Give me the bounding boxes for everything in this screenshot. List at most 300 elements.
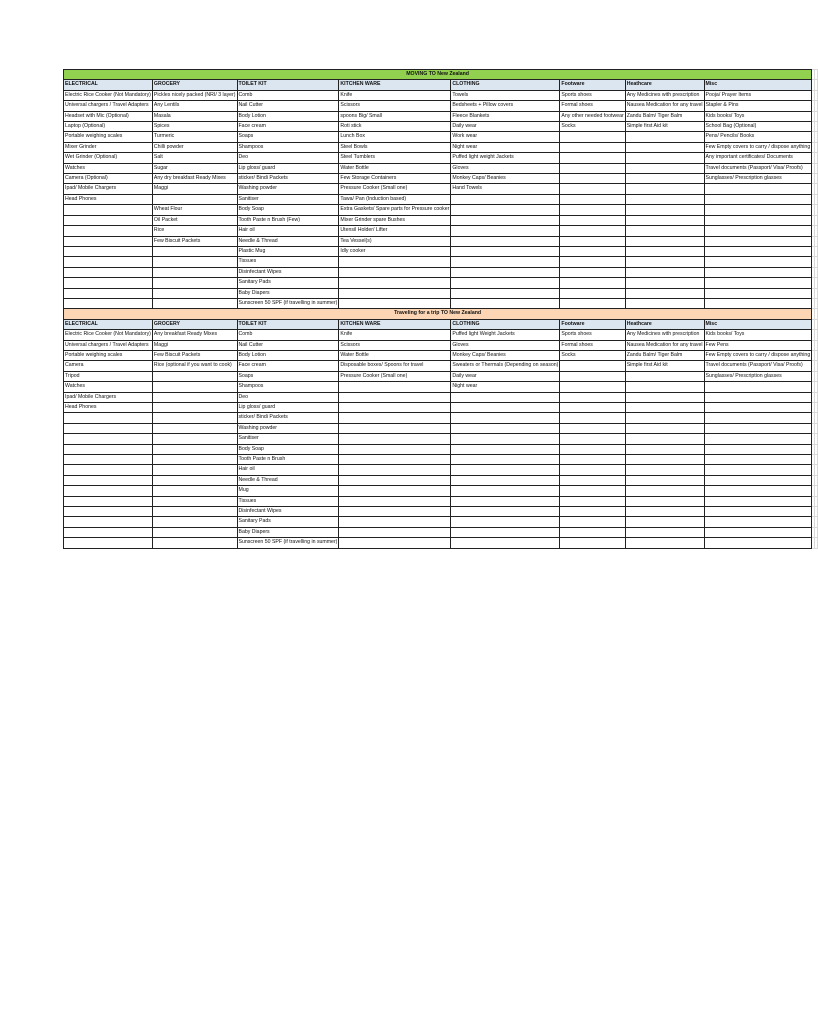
cell-clothing[interactable]: Gloves <box>451 340 560 350</box>
cell-toilet-kit[interactable]: sticker/ Bindi Packets <box>237 413 339 423</box>
empty-cell[interactable] <box>815 340 818 350</box>
cell-misc[interactable] <box>704 267 812 277</box>
cell-clothing[interactable] <box>451 403 560 413</box>
cell-electrical[interactable] <box>64 465 153 475</box>
cell-electrical[interactable]: Portable weighing scales <box>64 132 153 142</box>
cell-grocery[interactable]: Pickles nicely packed (NRI/ 3 layer) <box>152 90 237 100</box>
cell-kitchen-ware[interactable] <box>339 444 451 454</box>
cell-heathcare[interactable]: Nausea Medication for any travel <box>625 101 704 111</box>
cell-grocery[interactable] <box>152 288 237 298</box>
cell-heathcare[interactable] <box>625 465 704 475</box>
cell-clothing[interactable] <box>451 486 560 496</box>
cell-footware[interactable] <box>560 517 625 527</box>
cell-toilet-kit[interactable]: Sanitary Pads <box>237 517 339 527</box>
empty-cell[interactable] <box>815 455 818 465</box>
cell-toilet-kit[interactable]: Lip gloss/ guard <box>237 163 339 173</box>
cell-toilet-kit[interactable]: Nail Cutter <box>237 340 339 350</box>
cell-grocery[interactable] <box>152 527 237 537</box>
cell-clothing[interactable]: Monkey Caps/ Beanies <box>451 174 560 184</box>
cell-grocery[interactable]: Any breakfast Ready Mixes <box>152 330 237 340</box>
cell-clothing[interactable] <box>451 413 560 423</box>
cell-heathcare[interactable] <box>625 507 704 517</box>
cell-toilet-kit[interactable]: Sunscreen 50 SPF (if travelling in summer) <box>237 538 339 548</box>
cell-heathcare[interactable] <box>625 132 704 142</box>
column-header-toilet-kit[interactable]: TOILET KIT <box>237 80 339 90</box>
cell-misc[interactable] <box>704 507 812 517</box>
empty-cell[interactable] <box>815 70 818 80</box>
cell-footware[interactable]: Sports shoes <box>560 90 625 100</box>
cell-kitchen-ware[interactable]: Pressure Cooker (Small one) <box>339 184 451 194</box>
empty-cell[interactable] <box>815 319 818 329</box>
cell-grocery[interactable] <box>152 413 237 423</box>
cell-clothing[interactable]: Night wear <box>451 382 560 392</box>
cell-footware[interactable] <box>560 496 625 506</box>
cell-footware[interactable] <box>560 298 625 308</box>
cell-clothing[interactable]: Puffed light Weight Jackets <box>451 330 560 340</box>
cell-misc[interactable] <box>704 278 812 288</box>
cell-kitchen-ware[interactable] <box>339 423 451 433</box>
cell-footware[interactable] <box>560 527 625 537</box>
cell-misc[interactable] <box>704 475 812 485</box>
cell-electrical[interactable] <box>64 486 153 496</box>
empty-cell[interactable] <box>815 267 818 277</box>
cell-kitchen-ware[interactable] <box>339 298 451 308</box>
cell-grocery[interactable] <box>152 486 237 496</box>
empty-cell[interactable] <box>815 298 818 308</box>
cell-footware[interactable]: Formal shoes <box>560 340 625 350</box>
empty-cell[interactable] <box>815 163 818 173</box>
cell-footware[interactable] <box>560 444 625 454</box>
cell-footware[interactable] <box>560 267 625 277</box>
cell-electrical[interactable] <box>64 257 153 267</box>
cell-grocery[interactable]: Chilli powder <box>152 142 237 152</box>
cell-toilet-kit[interactable]: Shampoos <box>237 382 339 392</box>
cell-misc[interactable]: Few Pens <box>704 340 812 350</box>
cell-footware[interactable] <box>560 278 625 288</box>
cell-misc[interactable] <box>704 434 812 444</box>
cell-kitchen-ware[interactable] <box>339 257 451 267</box>
cell-clothing[interactable]: Night wear <box>451 142 560 152</box>
section-title[interactable]: MOVING TO New Zealand <box>64 70 812 80</box>
cell-kitchen-ware[interactable]: Lunch Box <box>339 132 451 142</box>
cell-footware[interactable] <box>560 423 625 433</box>
cell-toilet-kit[interactable]: Tissues <box>237 496 339 506</box>
cell-electrical[interactable] <box>64 236 153 246</box>
cell-heathcare[interactable] <box>625 475 704 485</box>
cell-clothing[interactable] <box>451 298 560 308</box>
cell-heathcare[interactable] <box>625 142 704 152</box>
empty-cell[interactable] <box>815 403 818 413</box>
cell-misc[interactable] <box>704 257 812 267</box>
empty-cell[interactable] <box>815 486 818 496</box>
cell-footware[interactable] <box>560 246 625 256</box>
cell-heathcare[interactable] <box>625 153 704 163</box>
cell-clothing[interactable]: Hand Towels <box>451 184 560 194</box>
cell-kitchen-ware[interactable]: Disposable boxes/ Spoons for travel <box>339 361 451 371</box>
cell-electrical[interactable] <box>64 246 153 256</box>
cell-kitchen-ware[interactable]: Mixer Grinder spare Bushes <box>339 215 451 225</box>
cell-kitchen-ware[interactable]: Idly cooker <box>339 246 451 256</box>
cell-kitchen-ware[interactable] <box>339 496 451 506</box>
cell-kitchen-ware[interactable] <box>339 538 451 548</box>
cell-kitchen-ware[interactable]: Knife <box>339 330 451 340</box>
cell-kitchen-ware[interactable]: Pressure Cooker (Small one) <box>339 371 451 381</box>
cell-footware[interactable] <box>560 288 625 298</box>
cell-clothing[interactable]: Towels <box>451 90 560 100</box>
cell-footware[interactable] <box>560 236 625 246</box>
cell-heathcare[interactable] <box>625 382 704 392</box>
cell-electrical[interactable]: Head Phones <box>64 403 153 413</box>
cell-misc[interactable]: Stapler & Pins <box>704 101 812 111</box>
cell-misc[interactable]: Few Empty covers to carry / dispose anything <box>704 142 812 152</box>
column-header-kitchen-ware[interactable]: KITCHEN WARE <box>339 319 451 329</box>
cell-clothing[interactable] <box>451 465 560 475</box>
cell-heathcare[interactable] <box>625 246 704 256</box>
cell-kitchen-ware[interactable]: Roti stick <box>339 122 451 132</box>
empty-cell[interactable] <box>815 434 818 444</box>
cell-kitchen-ware[interactable] <box>339 455 451 465</box>
cell-clothing[interactable] <box>451 517 560 527</box>
cell-electrical[interactable]: Electric Rice Cooker (Not Mandatory) <box>64 90 153 100</box>
cell-misc[interactable] <box>704 215 812 225</box>
cell-misc[interactable] <box>704 236 812 246</box>
cell-clothing[interactable] <box>451 423 560 433</box>
cell-heathcare[interactable] <box>625 434 704 444</box>
cell-toilet-kit[interactable]: Baby Diapers <box>237 288 339 298</box>
cell-heathcare[interactable] <box>625 392 704 402</box>
cell-misc[interactable]: Kids books/ Toys <box>704 111 812 121</box>
cell-grocery[interactable]: Maggi <box>152 184 237 194</box>
cell-kitchen-ware[interactable]: Knife <box>339 90 451 100</box>
cell-grocery[interactable]: Few Biscuit Packets <box>152 236 237 246</box>
cell-heathcare[interactable] <box>625 257 704 267</box>
cell-clothing[interactable] <box>451 434 560 444</box>
cell-grocery[interactable] <box>152 392 237 402</box>
cell-clothing[interactable]: Gloves <box>451 163 560 173</box>
cell-footware[interactable] <box>560 184 625 194</box>
cell-kitchen-ware[interactable]: Tea Vessel(s) <box>339 236 451 246</box>
column-header-toilet-kit[interactable]: TOILET KIT <box>237 319 339 329</box>
cell-misc[interactable] <box>704 465 812 475</box>
cell-kitchen-ware[interactable] <box>339 382 451 392</box>
empty-cell[interactable] <box>815 288 818 298</box>
cell-clothing[interactable] <box>451 194 560 204</box>
cell-electrical[interactable]: Mixer Grinder <box>64 142 153 152</box>
cell-misc[interactable] <box>704 226 812 236</box>
cell-toilet-kit[interactable]: Tissues <box>237 257 339 267</box>
cell-electrical[interactable] <box>64 507 153 517</box>
cell-kitchen-ware[interactable] <box>339 517 451 527</box>
cell-toilet-kit[interactable]: Soaps <box>237 371 339 381</box>
cell-misc[interactable] <box>704 392 812 402</box>
cell-toilet-kit[interactable]: Body Soap <box>237 444 339 454</box>
column-header-misc[interactable]: Misc <box>704 319 812 329</box>
cell-clothing[interactable] <box>451 444 560 454</box>
cell-heathcare[interactable] <box>625 288 704 298</box>
cell-kitchen-ware[interactable] <box>339 392 451 402</box>
cell-footware[interactable] <box>560 507 625 517</box>
column-header-heathcare[interactable]: Heathcare <box>625 319 704 329</box>
cell-grocery[interactable] <box>152 465 237 475</box>
cell-toilet-kit[interactable]: Washing powder <box>237 423 339 433</box>
cell-clothing[interactable] <box>451 278 560 288</box>
cell-footware[interactable]: Sports shoes <box>560 330 625 340</box>
cell-electrical[interactable]: Wet Grinder (Optional) <box>64 153 153 163</box>
cell-clothing[interactable]: Sweaters or Thermals (Depending on season) <box>451 361 560 371</box>
cell-toilet-kit[interactable]: Lip gloss/ guard <box>237 403 339 413</box>
cell-toilet-kit[interactable]: Deo <box>237 392 339 402</box>
empty-cell[interactable] <box>815 413 818 423</box>
cell-kitchen-ware[interactable]: Water Bottle <box>339 350 451 360</box>
cell-footware[interactable] <box>560 392 625 402</box>
cell-footware[interactable]: Socks <box>560 350 625 360</box>
cell-heathcare[interactable] <box>625 163 704 173</box>
cell-misc[interactable]: Few Empty covers to carry / dispose anything <box>704 350 812 360</box>
cell-footware[interactable] <box>560 361 625 371</box>
cell-toilet-kit[interactable]: Washing powder <box>237 184 339 194</box>
cell-toilet-kit[interactable]: Sunscreen 50 SPF (if travelling in summer) <box>237 298 339 308</box>
cell-kitchen-ware[interactable]: Tawa/ Pan (Induction based) <box>339 194 451 204</box>
empty-cell[interactable] <box>815 517 818 527</box>
cell-electrical[interactable]: Portable weighing scales <box>64 350 153 360</box>
cell-misc[interactable]: Pooja/ Prayer Items <box>704 90 812 100</box>
cell-footware[interactable] <box>560 465 625 475</box>
cell-heathcare[interactable] <box>625 205 704 215</box>
cell-grocery[interactable] <box>152 507 237 517</box>
cell-misc[interactable] <box>704 444 812 454</box>
empty-cell[interactable] <box>815 111 818 121</box>
cell-clothing[interactable] <box>451 455 560 465</box>
cell-grocery[interactable] <box>152 444 237 454</box>
cell-grocery[interactable]: Few Biscuit Packets <box>152 350 237 360</box>
cell-toilet-kit[interactable]: Shampoos <box>237 142 339 152</box>
column-header-grocery[interactable]: GROCERY <box>152 80 237 90</box>
cell-electrical[interactable]: Watches <box>64 163 153 173</box>
empty-cell[interactable] <box>815 278 818 288</box>
cell-grocery[interactable] <box>152 278 237 288</box>
cell-grocery[interactable]: Any dry breakfast Ready Mixes <box>152 174 237 184</box>
cell-toilet-kit[interactable]: Face cream <box>237 122 339 132</box>
cell-footware[interactable] <box>560 475 625 485</box>
cell-misc[interactable]: Sunglasses/ Prescription glasses <box>704 371 812 381</box>
empty-cell[interactable] <box>815 132 818 142</box>
cell-clothing[interactable]: Daily wear <box>451 371 560 381</box>
cell-toilet-kit[interactable]: Disinfectant Wipes <box>237 507 339 517</box>
cell-grocery[interactable]: Salt <box>152 153 237 163</box>
cell-footware[interactable] <box>560 194 625 204</box>
empty-cell[interactable] <box>815 330 818 340</box>
cell-kitchen-ware[interactable] <box>339 486 451 496</box>
cell-electrical[interactable] <box>64 444 153 454</box>
cell-toilet-kit[interactable]: Sanitiser <box>237 434 339 444</box>
cell-grocery[interactable] <box>152 298 237 308</box>
column-header-footware[interactable]: Footware <box>560 80 625 90</box>
cell-misc[interactable] <box>704 298 812 308</box>
empty-cell[interactable] <box>815 236 818 246</box>
cell-grocery[interactable]: Turmeric <box>152 132 237 142</box>
cell-grocery[interactable] <box>152 246 237 256</box>
cell-toilet-kit[interactable]: Mug <box>237 486 339 496</box>
empty-cell[interactable] <box>815 382 818 392</box>
cell-kitchen-ware[interactable]: Steel Tumblers <box>339 153 451 163</box>
cell-misc[interactable] <box>704 538 812 548</box>
cell-grocery[interactable] <box>152 257 237 267</box>
cell-grocery[interactable] <box>152 423 237 433</box>
column-header-footware[interactable]: Footware <box>560 319 625 329</box>
cell-heathcare[interactable]: Nausea Medication for any travel <box>625 340 704 350</box>
cell-clothing[interactable] <box>451 392 560 402</box>
cell-footware[interactable]: Any other needed footwear <box>560 111 625 121</box>
cell-clothing[interactable] <box>451 215 560 225</box>
cell-electrical[interactable] <box>64 413 153 423</box>
cell-footware[interactable] <box>560 413 625 423</box>
cell-toilet-kit[interactable]: Disinfectant Wipes <box>237 267 339 277</box>
cell-footware[interactable] <box>560 153 625 163</box>
cell-heathcare[interactable]: Simple first Aid kit <box>625 122 704 132</box>
empty-cell[interactable] <box>815 257 818 267</box>
cell-heathcare[interactable]: Zandu Balm/ Tiger Balm <box>625 111 704 121</box>
cell-toilet-kit[interactable]: Comb <box>237 330 339 340</box>
cell-clothing[interactable] <box>451 496 560 506</box>
cell-clothing[interactable]: Puffed light weight Jackets <box>451 153 560 163</box>
cell-heathcare[interactable] <box>625 455 704 465</box>
cell-electrical[interactable]: Camera <box>64 361 153 371</box>
cell-toilet-kit[interactable]: Face cream <box>237 361 339 371</box>
cell-misc[interactable]: Sunglasses/ Prescription glasses <box>704 174 812 184</box>
cell-clothing[interactable] <box>451 288 560 298</box>
cell-heathcare[interactable]: Any Medicines with prescription <box>625 330 704 340</box>
cell-toilet-kit[interactable]: Needle & Thread <box>237 475 339 485</box>
cell-clothing[interactable] <box>451 236 560 246</box>
cell-electrical[interactable] <box>64 226 153 236</box>
cell-grocery[interactable] <box>152 475 237 485</box>
cell-kitchen-ware[interactable]: Steel Bowls <box>339 142 451 152</box>
cell-heathcare[interactable] <box>625 236 704 246</box>
cell-kitchen-ware[interactable]: Extra Gaskets/ Spare parts for Pressure cooker <box>339 205 451 215</box>
cell-kitchen-ware[interactable]: Scissors <box>339 340 451 350</box>
cell-toilet-kit[interactable]: Body Soap <box>237 205 339 215</box>
empty-cell[interactable] <box>815 226 818 236</box>
cell-electrical[interactable] <box>64 455 153 465</box>
cell-kitchen-ware[interactable] <box>339 278 451 288</box>
empty-cell[interactable] <box>815 246 818 256</box>
cell-heathcare[interactable] <box>625 527 704 537</box>
cell-heathcare[interactable] <box>625 226 704 236</box>
cell-misc[interactable] <box>704 517 812 527</box>
cell-kitchen-ware[interactable]: Few Storage Containers <box>339 174 451 184</box>
cell-electrical[interactable] <box>64 496 153 506</box>
empty-cell[interactable] <box>815 496 818 506</box>
cell-grocery[interactable]: Masala <box>152 111 237 121</box>
empty-cell[interactable] <box>815 174 818 184</box>
cell-misc[interactable] <box>704 486 812 496</box>
cell-electrical[interactable] <box>64 267 153 277</box>
cell-footware[interactable] <box>560 486 625 496</box>
cell-grocery[interactable] <box>152 496 237 506</box>
cell-grocery[interactable] <box>152 371 237 381</box>
cell-kitchen-ware[interactable] <box>339 475 451 485</box>
empty-cell[interactable] <box>815 507 818 517</box>
cell-toilet-kit[interactable]: Hair oil <box>237 226 339 236</box>
empty-cell[interactable] <box>815 101 818 111</box>
empty-cell[interactable] <box>815 142 818 152</box>
column-header-clothing[interactable]: CLOTHING <box>451 319 560 329</box>
empty-cell[interactable] <box>815 194 818 204</box>
cell-toilet-kit[interactable]: Tooth Paste n Brush <box>237 455 339 465</box>
cell-kitchen-ware[interactable] <box>339 403 451 413</box>
cell-misc[interactable]: Travel documents (Passport/ Visa/ Proofs) <box>704 163 812 173</box>
cell-electrical[interactable] <box>64 527 153 537</box>
empty-cell[interactable] <box>815 475 818 485</box>
cell-footware[interactable]: Formal shoes <box>560 101 625 111</box>
cell-misc[interactable] <box>704 194 812 204</box>
empty-cell[interactable] <box>815 465 818 475</box>
cell-kitchen-ware[interactable] <box>339 527 451 537</box>
cell-toilet-kit[interactable]: Needle & Thread <box>237 236 339 246</box>
cell-electrical[interactable] <box>64 298 153 308</box>
cell-electrical[interactable]: Headset with Mic (Optional) <box>64 111 153 121</box>
cell-grocery[interactable]: Rice <box>152 226 237 236</box>
column-header-kitchen-ware[interactable]: KITCHEN WARE <box>339 80 451 90</box>
cell-clothing[interactable]: Monkey Caps/ Beanies <box>451 350 560 360</box>
cell-heathcare[interactable] <box>625 517 704 527</box>
cell-clothing[interactable] <box>451 475 560 485</box>
cell-toilet-kit[interactable]: Plastic Mug <box>237 246 339 256</box>
cell-kitchen-ware[interactable] <box>339 267 451 277</box>
cell-electrical[interactable] <box>64 538 153 548</box>
cell-grocery[interactable] <box>152 538 237 548</box>
cell-heathcare[interactable] <box>625 413 704 423</box>
empty-cell[interactable] <box>815 205 818 215</box>
cell-electrical[interactable] <box>64 215 153 225</box>
cell-misc[interactable]: School Bag (Optional) <box>704 122 812 132</box>
cell-toilet-kit[interactable]: Soaps <box>237 132 339 142</box>
cell-misc[interactable] <box>704 496 812 506</box>
cell-toilet-kit[interactable]: Hair oil <box>237 465 339 475</box>
cell-misc[interactable] <box>704 184 812 194</box>
cell-clothing[interactable]: Fleece Blankets <box>451 111 560 121</box>
cell-grocery[interactable] <box>152 434 237 444</box>
cell-toilet-kit[interactable]: Body Lotion <box>237 350 339 360</box>
cell-toilet-kit[interactable]: Comb <box>237 90 339 100</box>
empty-cell[interactable] <box>815 122 818 132</box>
cell-grocery[interactable] <box>152 194 237 204</box>
column-header-misc[interactable]: Misc <box>704 80 812 90</box>
cell-electrical[interactable]: Camera (Optional) <box>64 174 153 184</box>
cell-heathcare[interactable] <box>625 267 704 277</box>
cell-kitchen-ware[interactable] <box>339 507 451 517</box>
cell-heathcare[interactable] <box>625 278 704 288</box>
cell-heathcare[interactable] <box>625 298 704 308</box>
cell-kitchen-ware[interactable]: Utensil Holder/ Lifter <box>339 226 451 236</box>
cell-kitchen-ware[interactable]: spoons Big/ Small <box>339 111 451 121</box>
section-title[interactable]: Traveling for a trip TO New Zealand <box>64 309 812 319</box>
cell-grocery[interactable]: Rice (optional if you want to cook) <box>152 361 237 371</box>
empty-cell[interactable] <box>815 153 818 163</box>
cell-misc[interactable] <box>704 382 812 392</box>
cell-electrical[interactable]: Universal chargers / Travel Adapters <box>64 340 153 350</box>
cell-heathcare[interactable] <box>625 423 704 433</box>
cell-grocery[interactable] <box>152 382 237 392</box>
cell-misc[interactable]: Pens/ Pencils/ Books <box>704 132 812 142</box>
cell-grocery[interactable]: Spices <box>152 122 237 132</box>
cell-grocery[interactable]: Sugar <box>152 163 237 173</box>
cell-heathcare[interactable]: Zandu Balm/ Tiger Balm <box>625 350 704 360</box>
cell-clothing[interactable] <box>451 246 560 256</box>
cell-grocery[interactable] <box>152 517 237 527</box>
cell-grocery[interactable]: Wheat Flour <box>152 205 237 215</box>
empty-cell[interactable] <box>815 538 818 548</box>
